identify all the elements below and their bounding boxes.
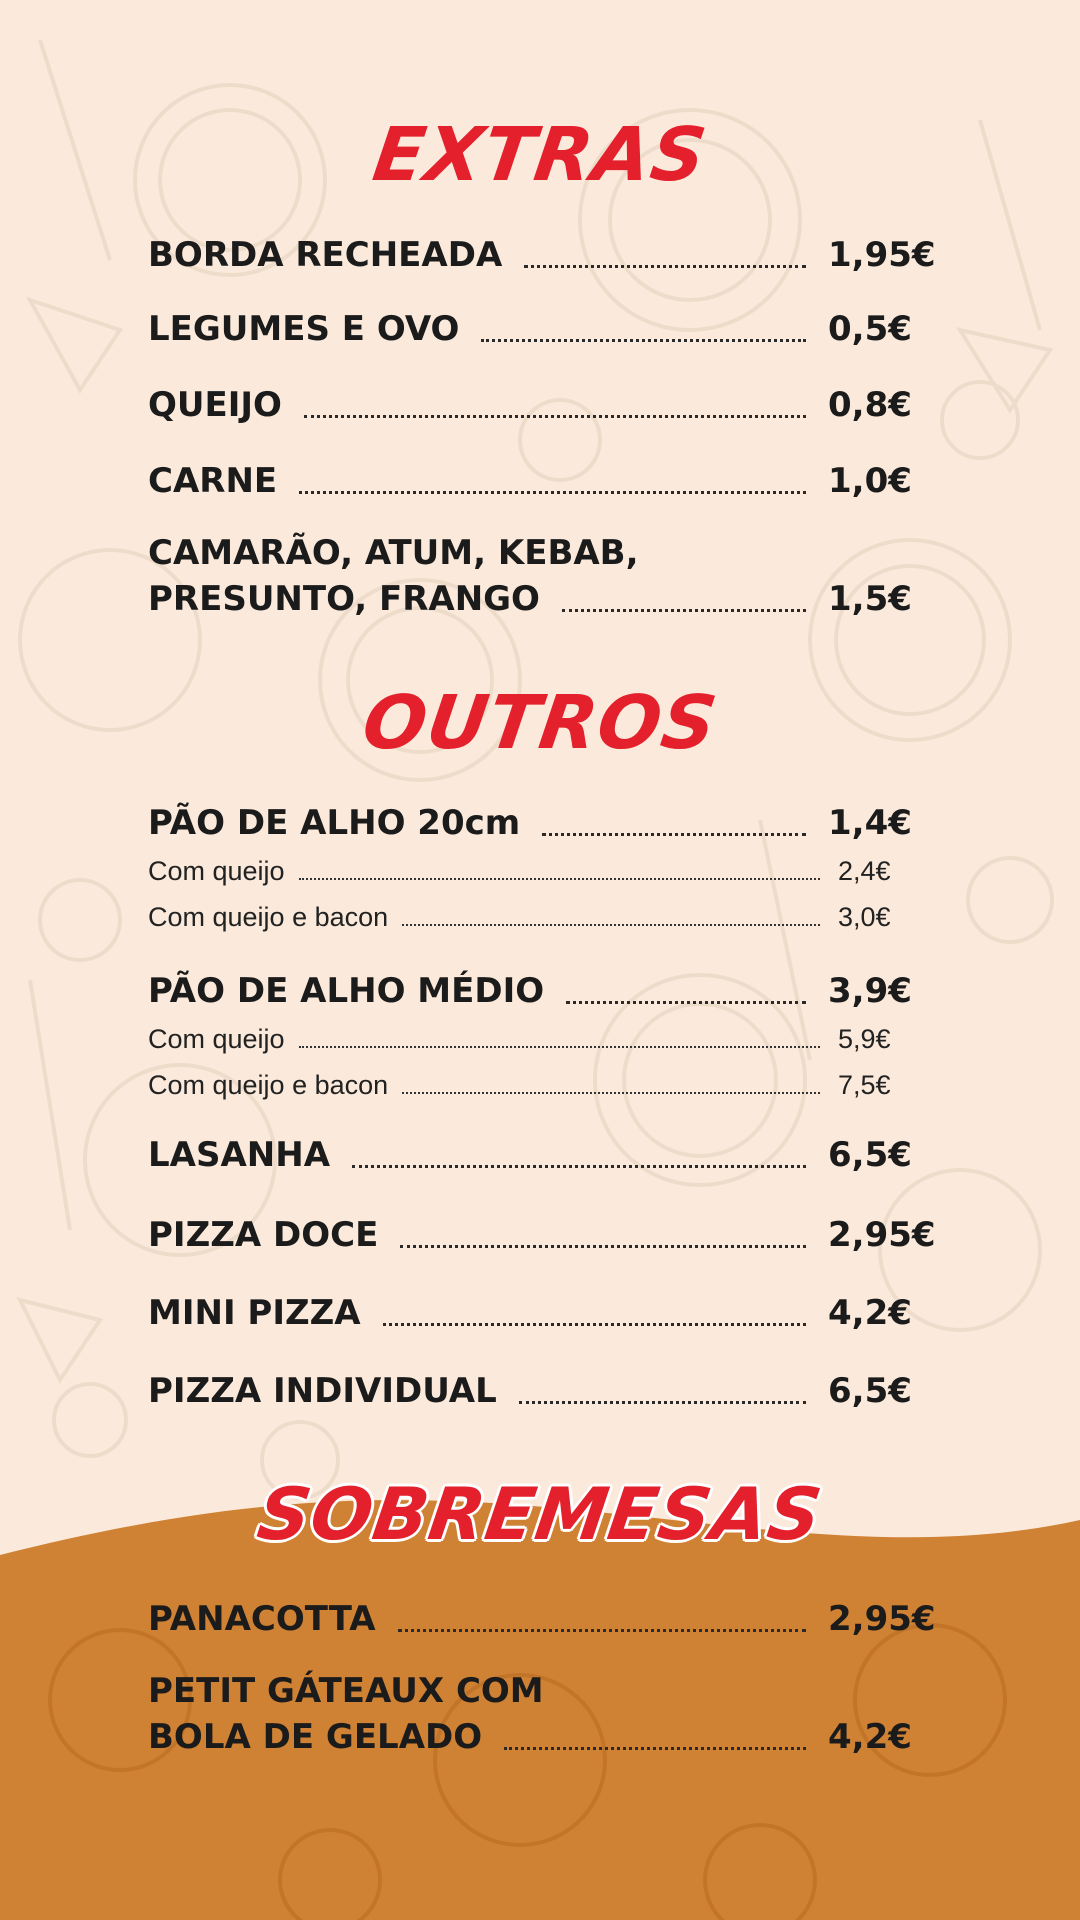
item-price: 4,2€ xyxy=(828,1293,912,1333)
sub-item xyxy=(148,1016,908,1056)
sub-item-name: Com queijo xyxy=(148,856,285,886)
sub-item-name: Com queijo e bacon xyxy=(148,902,389,932)
sub-item-price: 5,9€ xyxy=(838,1024,891,1054)
sub-item-price: 3,0€ xyxy=(838,902,891,932)
sub-item-name: Com queijo xyxy=(148,1024,285,1054)
item-name: PIZZA INDIVIDUAL xyxy=(148,1371,497,1411)
item-name: PANACOTTA xyxy=(148,1599,376,1639)
dot-leader xyxy=(299,1046,820,1048)
dot-leader xyxy=(402,1092,820,1094)
item-price: 2,95€ xyxy=(828,1599,936,1639)
item-name: BORDA RECHEADA xyxy=(148,235,503,275)
dot-leader xyxy=(524,265,806,268)
item-price: 1,0€ xyxy=(828,461,912,501)
item-name: PÃO DE ALHO MÉDIO xyxy=(148,971,545,1011)
sub-item xyxy=(148,1062,908,1102)
menu-item xyxy=(148,452,928,502)
dot-leader xyxy=(304,415,806,418)
section-title-sobremesas: SOBREMESAS xyxy=(252,1472,828,1556)
item-name-line1: PETIT GÁTEAUX COM xyxy=(148,1671,544,1711)
dot-leader xyxy=(519,1401,806,1404)
menu-item xyxy=(148,376,928,426)
item-name: QUEIJO xyxy=(148,385,282,425)
sub-item-price: 7,5€ xyxy=(838,1070,891,1100)
item-name-line1: CAMARÃO, ATUM, KEBAB, xyxy=(148,533,639,573)
dot-leader xyxy=(566,1001,806,1004)
menu-item xyxy=(148,1126,928,1176)
dot-leader xyxy=(481,339,806,342)
menu-item xyxy=(148,1590,936,1640)
item-name-line2: PRESUNTO, FRANGO xyxy=(148,579,540,619)
item-price: 2,95€ xyxy=(828,1215,936,1255)
menu-item xyxy=(148,226,936,276)
item-price: 1,4€ xyxy=(828,803,912,843)
dot-leader xyxy=(542,833,806,836)
menu-item xyxy=(148,962,928,1012)
item-price: 1,95€ xyxy=(828,235,936,275)
item-name: LASANHA xyxy=(148,1135,331,1175)
menu-item xyxy=(148,794,928,844)
sub-item xyxy=(148,848,908,888)
menu-item xyxy=(148,1362,928,1412)
dot-leader xyxy=(400,1245,806,1248)
menu-item xyxy=(148,300,928,350)
item-price: 6,5€ xyxy=(828,1135,912,1175)
item-price: 3,9€ xyxy=(828,971,912,1011)
dot-leader xyxy=(299,491,806,494)
item-price: 4,2€ xyxy=(828,1717,912,1757)
item-name: MINI PIZZA xyxy=(148,1293,361,1333)
item-name: PÃO DE ALHO 20cm xyxy=(148,803,521,843)
dot-leader xyxy=(383,1323,806,1326)
item-name: LEGUMES E OVO xyxy=(148,309,460,349)
menu-item-multiline xyxy=(148,1668,928,1760)
dot-leader xyxy=(402,924,820,926)
item-price: 0,5€ xyxy=(828,309,912,349)
menu-item-multiline xyxy=(148,530,928,622)
item-price: 6,5€ xyxy=(828,1371,912,1411)
section-title-outros: OUTROS xyxy=(357,680,723,766)
item-price: 1,5€ xyxy=(828,579,912,619)
dot-leader xyxy=(398,1629,806,1632)
dot-leader xyxy=(352,1165,806,1168)
menu-item xyxy=(148,1206,936,1256)
sub-item xyxy=(148,894,908,934)
dot-leader xyxy=(504,1747,806,1750)
menu-item xyxy=(148,1284,928,1334)
section-title-extras: EXTRAS xyxy=(368,112,712,198)
sub-item-price: 2,4€ xyxy=(838,856,891,886)
dot-leader xyxy=(299,878,820,880)
item-name: CARNE xyxy=(148,461,278,501)
item-name: PIZZA DOCE xyxy=(148,1215,379,1255)
item-name-line2: BOLA DE GELADO xyxy=(148,1717,483,1757)
dot-leader xyxy=(562,609,806,612)
sub-item-name: Com queijo e bacon xyxy=(148,1070,389,1100)
item-price: 0,8€ xyxy=(828,385,912,425)
